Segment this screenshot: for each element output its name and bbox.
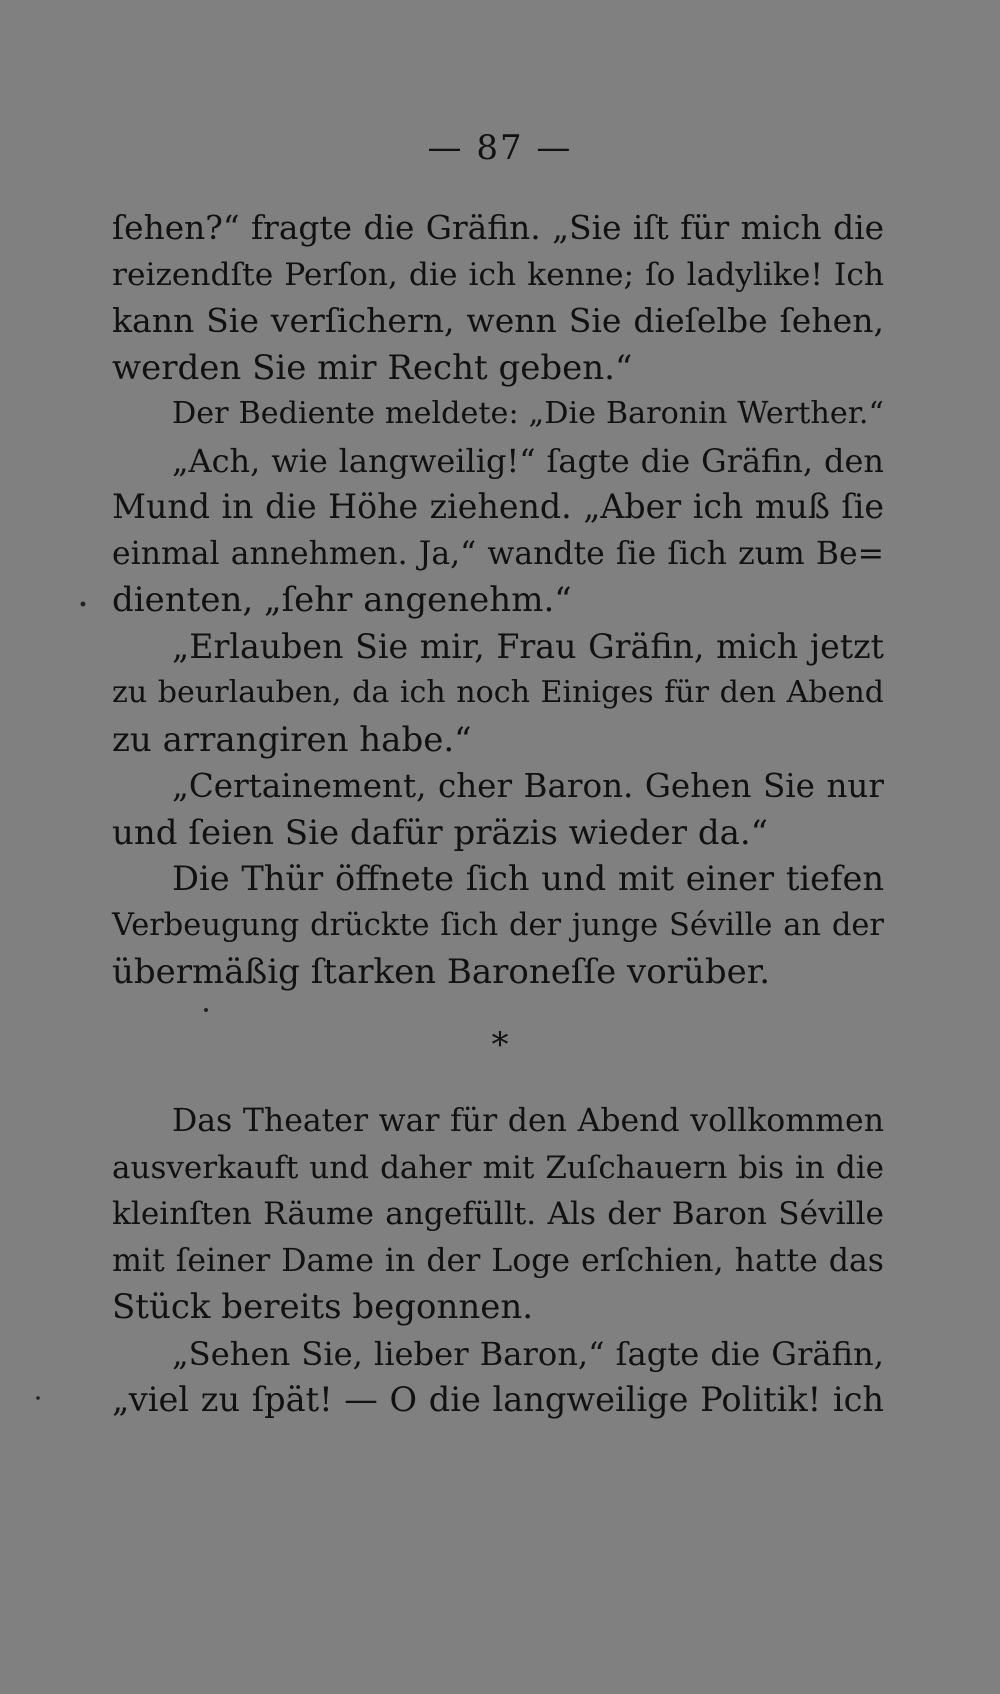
text-line: zu beurlauben, da ich noch Einiges für den Abend bbox=[112, 675, 884, 710]
text-line: Verbeugung drückte ſich der junge Séville an der bbox=[112, 907, 884, 943]
text-line: Die Thür öffnete ſich und mit einer tiefen bbox=[172, 859, 884, 898]
text-line: „Certainement, cher Baron. Gehen Sie nur bbox=[172, 767, 884, 805]
text-line: werden Sie mir Recht geben.“ bbox=[112, 347, 633, 388]
text-line: zu arrangiren habe.“ bbox=[112, 719, 472, 760]
section-separator: * bbox=[491, 1025, 509, 1065]
text-line: „viel zu ſpät! — O die langweilige Politik! ich bbox=[112, 1380, 884, 1419]
scan-speck bbox=[36, 1396, 40, 1400]
text-line: Mund in die Höhe ziehend. „Aber ich muß ſie bbox=[112, 487, 884, 526]
text-line: kleinſten Räume angefüllt. Als der Baron Séville bbox=[112, 1196, 884, 1232]
scan-speck bbox=[204, 1008, 208, 1012]
text-line: reizendſte Perſon, die ich kenne; ſo ladylike! Ich bbox=[112, 256, 884, 293]
text-line: „Ach, wie langweilig!“ ſagte die Gräfin, den bbox=[172, 441, 884, 480]
text-block-theater bbox=[112, 1098, 884, 1424]
scan-speck bbox=[81, 602, 86, 607]
text-line: ſehen?“ fragte die Gräfin. „Sie iſt für mich die bbox=[112, 209, 884, 247]
text-line: Das Theater war für den Abend vollkommen bbox=[172, 1103, 884, 1139]
text-line: „Erlauben Sie mir, Frau Gräfin, mich jetzt bbox=[172, 626, 884, 666]
text-line: dienten, „ſehr angenehm.“ bbox=[112, 580, 572, 620]
text-line: und ſeien Sie dafür präzis wieder da.“ bbox=[112, 812, 769, 853]
text-line: einmal annehmen. Ja,“ wandte ſie ſich zum Be= bbox=[112, 535, 884, 572]
page-number: — 87 — bbox=[427, 128, 573, 168]
text-line: ausverkauft und daher mit Zuſchauern bis in die bbox=[112, 1149, 884, 1186]
text-line: Stück bereits begonnen. bbox=[112, 1287, 534, 1327]
text-block-dialogue bbox=[112, 205, 884, 996]
text-line: Der Bediente meldete: „Die Baronin Werther.“ bbox=[172, 396, 884, 431]
text-line: übermäßig ſtarken Baroneſſe vorüber. bbox=[112, 952, 771, 992]
text-line: mit ſeiner Dame in der Loge erſchien, hatte das bbox=[112, 1242, 884, 1279]
text-line: „Sehen Sie, lieber Baron,“ ſagte die Gräfin, bbox=[172, 1334, 884, 1373]
text-line: kann Sie verſichern, wenn Sie dieſelbe ſehen, bbox=[112, 301, 884, 340]
